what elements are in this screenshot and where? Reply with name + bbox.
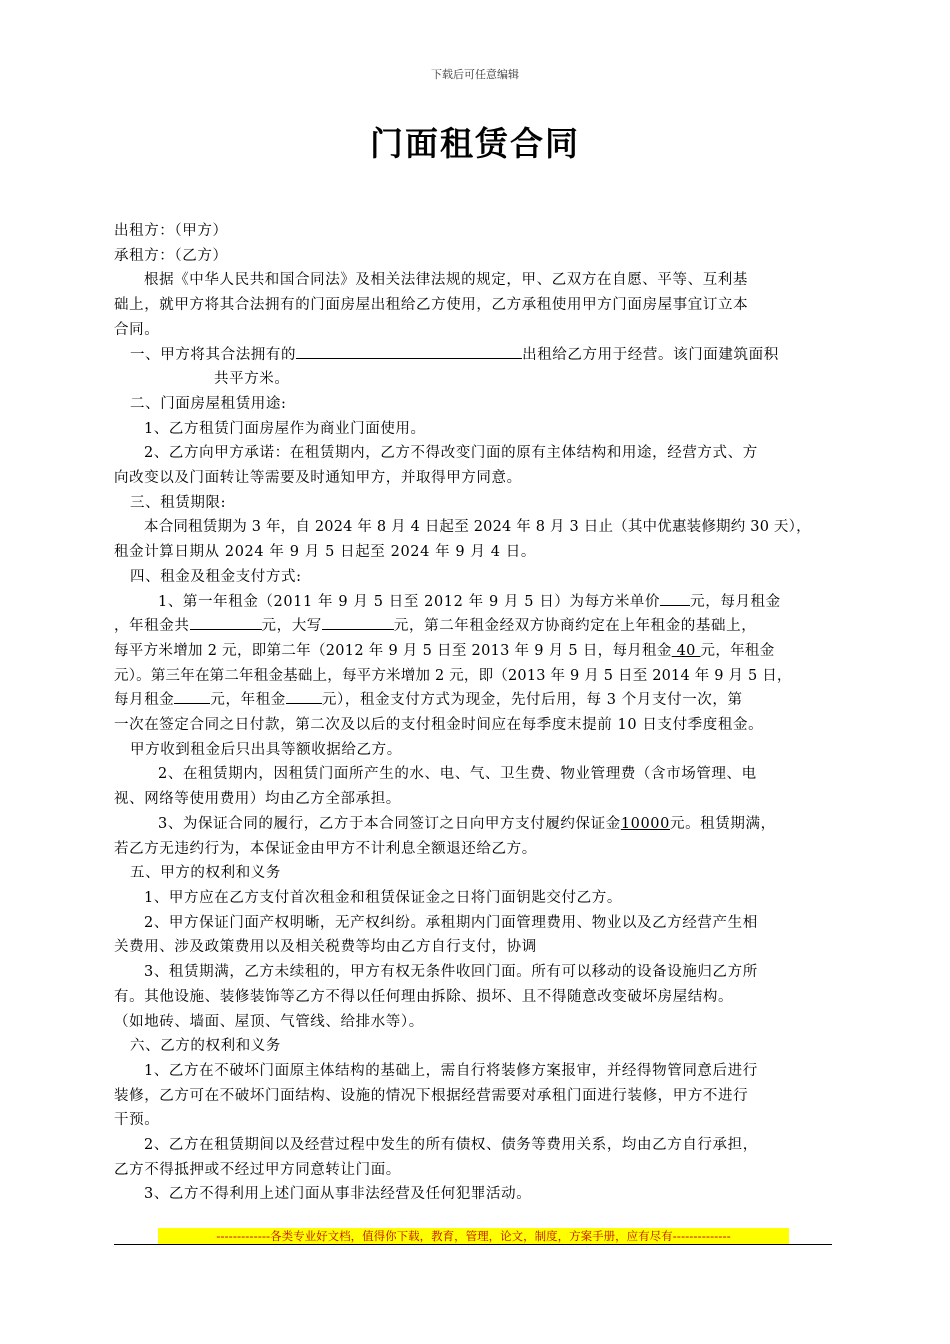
section-4-item: 2、在租赁期内，因租赁门面所产生的水、电、气、卫生费、物业管理费（含市场管理、电 [158, 766, 757, 783]
section-1-text: 一、甲方将其合法拥有的 [130, 346, 297, 363]
section-2-item: 2、乙方向甲方承诺：在租赁期内，乙方不得改变门面的原有主体结构和用途，经营方式、方 [144, 445, 758, 462]
rent-text: 元，大写 [261, 618, 322, 635]
section-6-heading: 六、乙方的权利和义务 [130, 1038, 281, 1055]
preamble-line: 根据《中华人民共和国合同法》及相关法律法规的规定，甲、乙双方在自愿、平等、互利基 [144, 272, 748, 289]
blank-field [190, 614, 262, 630]
footer-divider [114, 1244, 832, 1245]
section-2-item: 1、乙方租赁门面房屋作为商业门面使用。 [144, 420, 426, 437]
section-4-rent-line: 一次在签定合同之日付款，第二次及以后的支付租金时间应在每季度末提前 10 日支付季度租金。 [114, 717, 764, 734]
section-5-item: 2、甲方保证门面产权明晰，无产权纠纷。承租期内门面管理费用、物业以及乙方经营产生相 [144, 914, 758, 931]
blank-field [660, 590, 690, 606]
section-1-area: 共平方米。 [214, 371, 290, 388]
section-5-heading: 五、甲方的权利和义务 [130, 865, 281, 882]
rent-text: 1、第一年租金（2011 年 9 月 5 日至 2012 年 9 月 5 日）为每方米单价 [158, 593, 661, 610]
rent-text: ，年租金共 [114, 618, 190, 635]
section-5-item: 关费用、涉及政策费用以及相关税费等均由乙方自行支付，协调 [114, 939, 537, 956]
rent-text: 元，年租金 [210, 692, 286, 709]
monthly-rent-value: 40 [671, 642, 701, 659]
section-4-item: 视、网络等使用费用）均由乙方全部承担。 [114, 791, 401, 808]
section-5-item: 1、甲方应在乙方支付首次租金和租赁保证金之日将门面钥匙交付乙方。 [144, 889, 622, 906]
lessor-line: 出租方：（甲方） [114, 223, 228, 239]
section-5-item: 3、租赁期满，乙方未续租的，甲方有权无条件收回门面。所有可以移动的设备设施归乙方所 [144, 964, 758, 981]
deposit-value: 10000 [620, 815, 670, 832]
section-5-item: 有。其他设施、装修装饰等乙方不得以任何理由拆除、损坏、且不得随意改变破坏房屋结构。 [114, 988, 734, 1005]
deposit-text: 元。租赁期满， [669, 815, 776, 832]
rent-text: 元，每月租金 [690, 593, 781, 610]
lessee-line: 承租方：（乙方） [114, 247, 228, 264]
section-4-heading: 四、租金及租金支付方式: [130, 568, 302, 585]
section-6-item: 装修，乙方可在不破坏门面结构、设施的情况下根据经营需要对承租门面进行装修，甲方不进行 [114, 1087, 749, 1104]
section-4-deposit-line: 若乙方无违约行为，本保证金由甲方不计利息全额退还给乙方。 [114, 840, 537, 857]
section-1 [114, 343, 834, 368]
rent-text: 元，第二年租金经双方协商约定在上年租金的基础上， [393, 618, 757, 635]
section-4-rent-line [114, 688, 834, 713]
footer-banner: -------------各类专业好文档，值得你下载，教育，管理，论文，制度，方案手册，应有尽有-------------- [158, 1228, 789, 1244]
section-1-text: 出租给乙方用于经营。该门面建筑面积 [522, 346, 779, 363]
deposit-text: 3、为保证合同的履行，乙方于本合同签订之日向甲方支付履约保证金 [158, 815, 621, 832]
section-6-item: 2、乙方在租赁期间以及经营过程中发生的所有债权、债务等费用关系，均由乙方自行承担， [144, 1137, 758, 1154]
blank-field [286, 688, 322, 704]
section-2-heading: 二、门面房屋租赁用途: [130, 395, 287, 412]
section-4-rent-line [114, 614, 834, 639]
section-6-item: 干预。 [114, 1112, 160, 1129]
rent-text: 元），租金支付方式为现金，先付后用，每 3 个月支付一次，第 [321, 692, 743, 709]
header-note: 下载后可任意编辑 [431, 68, 519, 81]
blank-field [296, 343, 522, 359]
rent-text: 元，年租金 [700, 642, 775, 659]
section-6-item: 1、乙方在不破坏门面原主体结构的基础上，需自行将装修方案报审，并经得物管同意后进行 [144, 1062, 758, 1079]
section-3-text: 租金计算日期从 2024 年 9 月 5 日起至 2024 年 9 月 4 日。 [114, 544, 537, 561]
blank-field [322, 614, 394, 630]
section-3-heading: 三、租赁期限: [130, 494, 227, 511]
contract-body [114, 219, 834, 1207]
preamble-line: 合同。 [114, 321, 160, 338]
section-6-item: 3、乙方不得利用上述门面从事非法经营及任何犯罪活动。 [144, 1186, 532, 1203]
section-4-rent-line [114, 639, 834, 664]
section-4-deposit-line [114, 812, 834, 837]
blank-field [174, 688, 210, 704]
section-5-item: （如地砖、墙面、屋顶、气管线、给排水等）。 [114, 1013, 424, 1030]
section-4-rent-line: 元）。第三年在第二年租金基础上，每平方米增加 2 元，即（2013 年 9 月 5 日至 2014 年 9 月 5 日， [114, 667, 792, 684]
document-title: 门面租赁合同 [370, 124, 580, 163]
section-2-item: 向改变以及门面转让等需要及时通知甲方，并取得甲方同意。 [114, 470, 522, 487]
rent-text: 每平方米增加 2 元，即第二年（2012 年 9 月 5 日至 2013 年 9 月 5 日，每月租金 [114, 642, 672, 659]
section-6-item: 乙方不得抵押或不经过甲方同意转让门面。 [114, 1161, 401, 1178]
section-3-text: 本合同租赁期为 3 年，自 2024 年 8 月 4 日起至 2024 年 8 月 3 日止（其中优惠装修期约 30 天）， [144, 519, 811, 536]
rent-text: 每月租金 [114, 692, 175, 709]
section-4-rent-line [114, 590, 834, 615]
preamble-line: 础上，就甲方将其合法拥有的门面房屋出租给乙方使用，乙方承租使用甲方门面房屋事宜订立本 [114, 297, 749, 314]
section-4-rent-line: 甲方收到租金后只出具等额收据给乙方。 [130, 741, 402, 758]
